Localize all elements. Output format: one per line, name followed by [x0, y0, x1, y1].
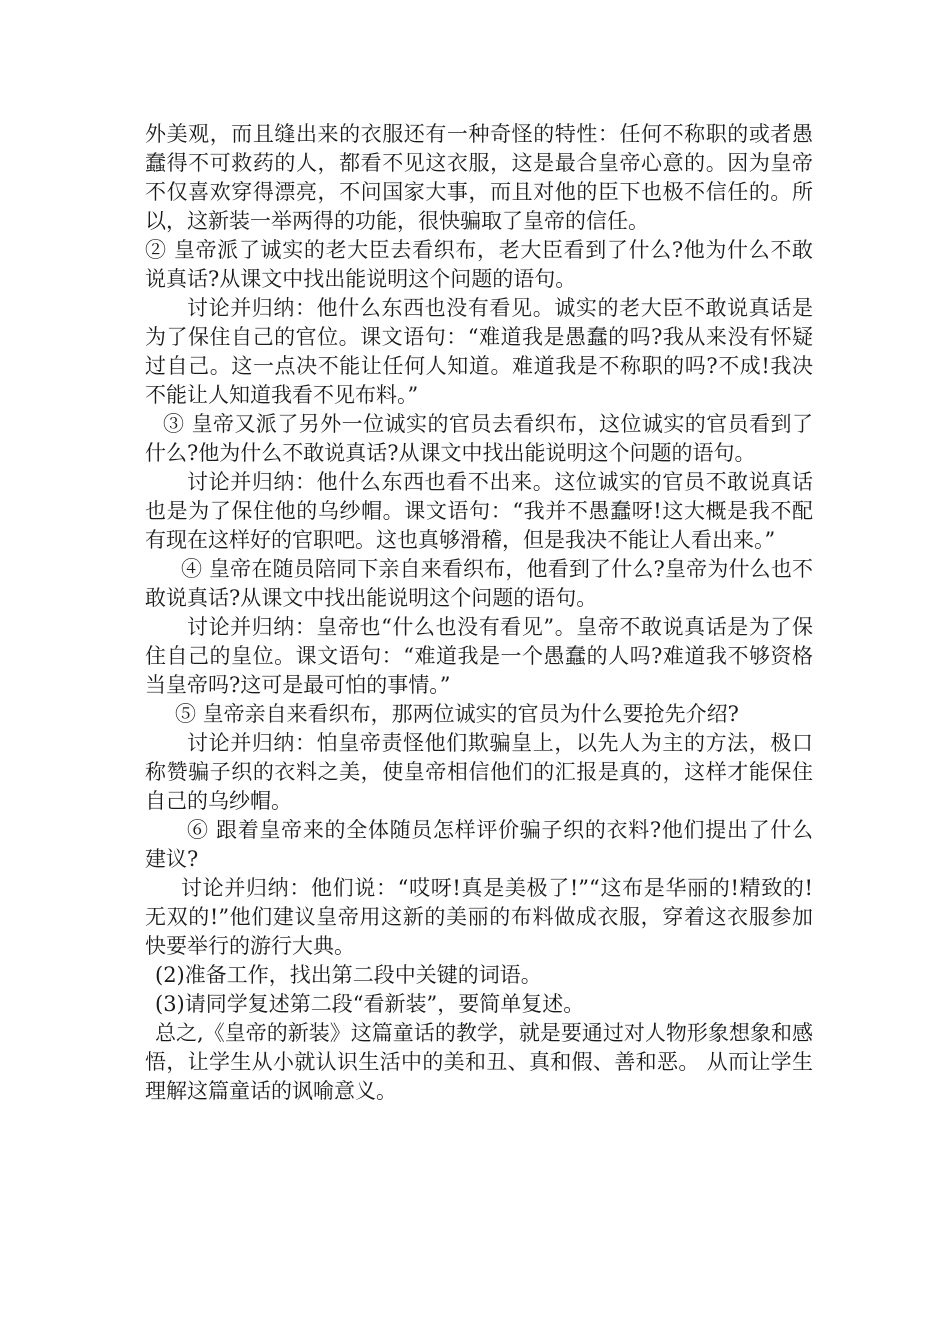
question-5: ⑤ 皇帝亲自来看织布，那两位诚实的官员为什么要抢先介绍? — [175, 702, 739, 726]
question-6: ⑥ 跟着皇帝来的全体随员怎样评价骗子织的衣料?他们提出了什么建议? — [145, 818, 813, 871]
paragraph-intro: 外美观，而且缝出来的衣服还有一种奇怪的特性：任何不称职的或者愚蠢得不可救药的人，都看不见这衣服，这是最合皇帝心意的。因为皇帝不仅喜欢穿得漂亮，不问国家大事，而且对他的臣下也极不信任的。所以，这新装一举两得的功能，很快骗取了皇帝的信任。 — [145, 122, 813, 233]
question-4: ④ 皇帝在随员陪同下亲自来看织布，他看到了什么?皇帝为什么也不敢说真话?从课文中找出能说明这个问题的语句。 — [145, 557, 813, 610]
conclusion-paragraph: 总之,《皇帝的新装》这篇童话的教学，就是要通过对人物形象想象和感悟，让学生从小就认识生活中的美和丑、真和假、善和恶。 从而让学生理解这篇童话的讽喻意义。 — [145, 1021, 813, 1103]
answer-3: 讨论并归纳：他什么东西也看不出来。这位诚实的官员不敢说真话也是为了保住他的乌纱帽。课文语句：“我并不愚蠢呀!这大概是我不配有现在这样好的官职吧。这也真够滑稽，但是我决不能让人看出来。” — [145, 470, 813, 552]
question-2: ② 皇帝派了诚实的老大臣去看织布，老大臣看到了什么?他为什么不敢说真话?从课文中找出能说明这个问题的语句。 — [145, 238, 813, 291]
step-2: (2)准备工作，找出第二段中关键的词语。 — [155, 963, 542, 987]
answer-6: 讨论并归纳：他们说：“哎呀!真是美极了!”“这布是华丽的!精致的!无双的!”他们建议皇帝用这新的美丽的布料做成衣服，穿着这衣服参加快要举行的游行大典。 — [145, 876, 813, 958]
document-body — [145, 120, 813, 1106]
answer-4: 讨论并归纳：皇帝也“什么也没有看见”。皇帝不敢说真话是为了保住自己的皇位。课文语句：“难道我是一个愚蠢的人吗?难道我不够资格当皇帝吗?这可是最可怕的事情。” — [145, 615, 813, 697]
question-3: ③ 皇帝又派了另外一位诚实的官员去看织布，这位诚实的官员看到了什么?他为什么不敢说真话?从课文中找出能说明这个问题的语句。 — [145, 412, 813, 465]
answer-5: 讨论并归纳：怕皇帝责怪他们欺骗皇上，以先人为主的方法，极口称赞骗子织的衣料之美，使皇帝相信他们的汇报是真的，这样才能保住自己的乌纱帽。 — [145, 731, 813, 813]
answer-2: 讨论并归纳：他什么东西也没有看见。诚实的老大臣不敢说真话是为了保住自己的官位。课文语句：“难道我是愚蠢的吗?我从来没有怀疑过自己。这一点决不能让任何人知道。难道我是不称职的吗?不成!我决不能让人知道我看不见布料。” — [145, 296, 813, 407]
step-3: (3)请同学复述第二段“看新装”，要简单复述。 — [155, 992, 585, 1016]
